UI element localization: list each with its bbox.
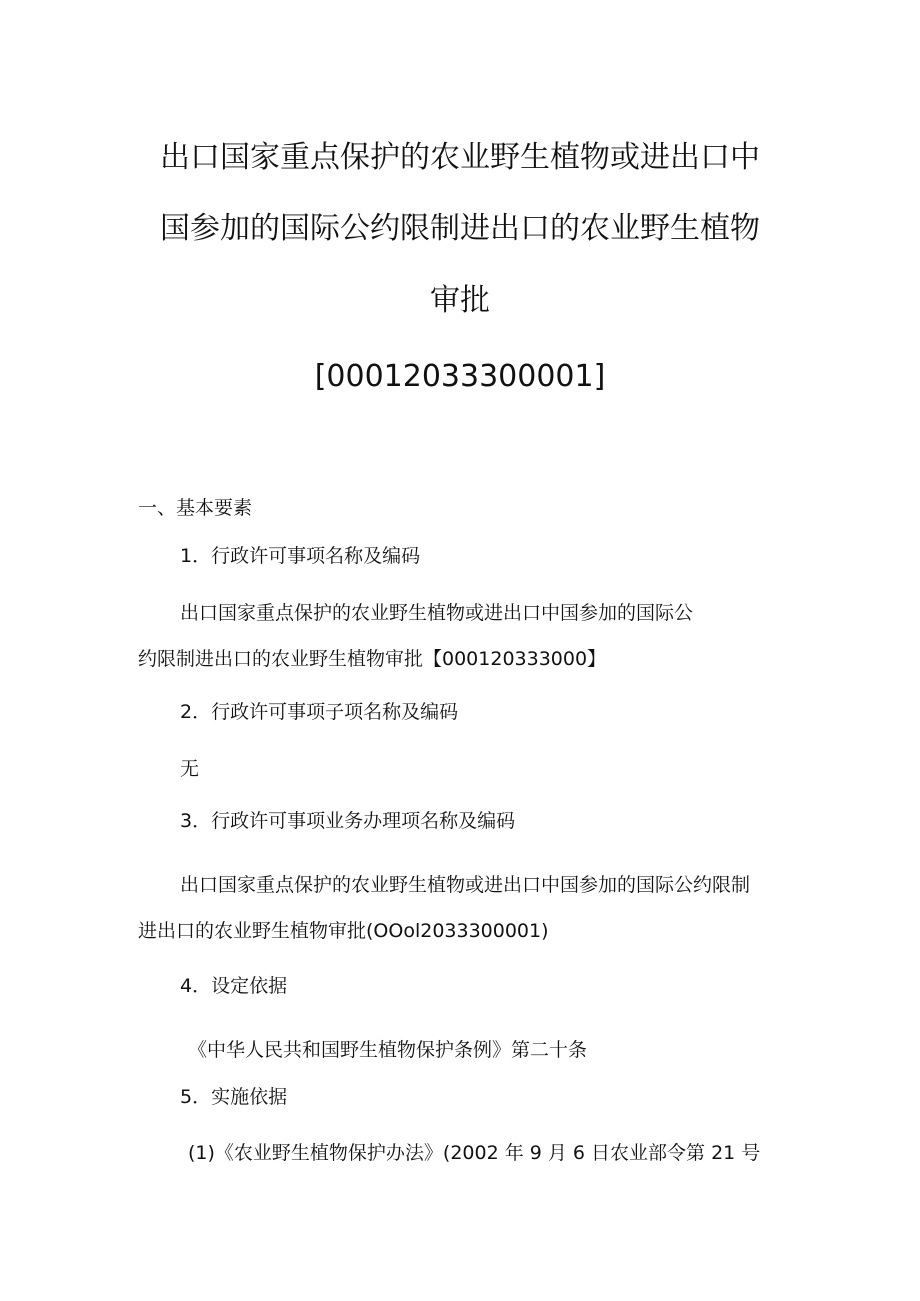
item-5-body: (1)《农业野生植物保护办法》(2002 年 9 月 6 日农业部令第 21 号 xyxy=(188,1142,761,1164)
item-3-body-line-1: 出口国家重点保护的农业野生植物或进出口中国参加的国际公约限制 xyxy=(180,874,751,896)
item-5-heading: 5．实施依据 xyxy=(180,1086,288,1108)
section-heading-basic-elements: 一、基本要素 xyxy=(138,497,253,519)
item-4-body: 《中华人民共和国野生植物保护条例》第二十条 xyxy=(188,1039,588,1061)
document-title-line-1: 出口国家重点保护的农业野生植物或进出口中 xyxy=(160,140,760,175)
item-1-body-line-2: 约限制进出口的农业野生植物审批【000120333000】 xyxy=(138,648,607,670)
item-4-heading: 4．设定依据 xyxy=(180,975,288,997)
item-1-heading: 1．行政许可事项名称及编码 xyxy=(180,545,421,567)
item-3-heading: 3．行政许可事项业务办理项名称及编码 xyxy=(180,810,516,832)
document-title-line-2: 国参加的国际公约限制进出口的农业野生植物 xyxy=(160,211,760,246)
item-3-body-line-2: 进出口的农业野生植物审批(OOol2033300001) xyxy=(138,920,549,942)
document-title-code: [00012033300001] xyxy=(314,359,606,394)
item-2-body: 无 xyxy=(180,758,200,780)
document-title-line-3: 审批 xyxy=(430,283,490,318)
item-1-body-line-1: 出口国家重点保护的农业野生植物或进出口中国参加的国际公 xyxy=(180,602,694,624)
item-2-heading: 2．行政许可事项子项名称及编码 xyxy=(180,701,459,723)
